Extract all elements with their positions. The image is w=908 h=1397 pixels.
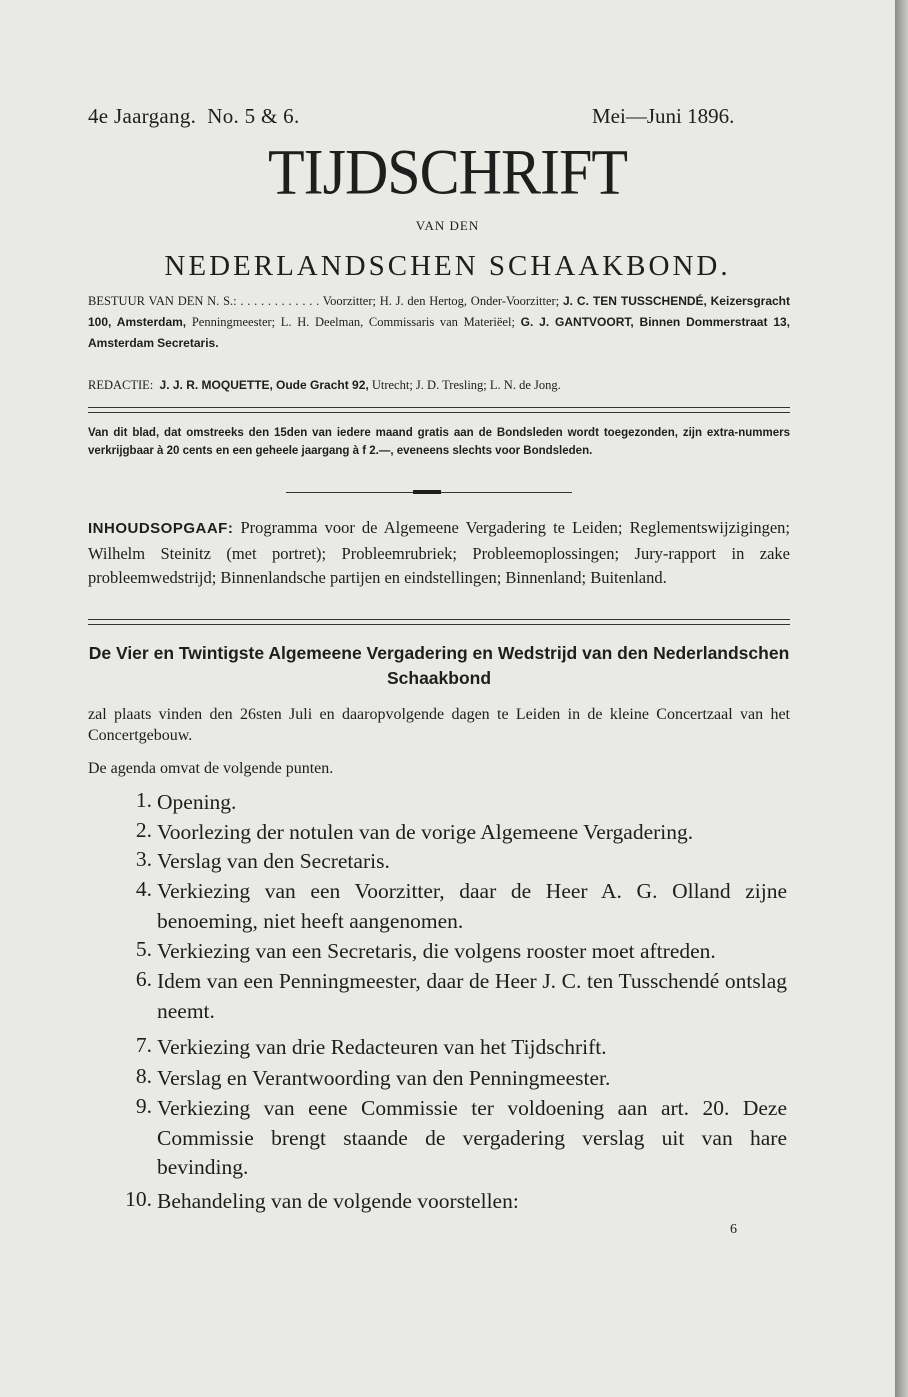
journal-subtitle-van-den: VAN DEN [415,218,480,233]
section-intro: zal plaats vinden den 26sten Juli en daaropvolgende dagen te Leiden in de kleine Concertzaal van het Concertgebouw. [88,706,790,744]
agenda-item-text: Verkiezing van een Voorzitter, daar de Heer A. G. Olland zijne benoeming, niet heeft aangenomen. [157,879,787,933]
agenda-item-number: 7. [135,1033,152,1057]
agenda-item-number: 6. [135,967,152,991]
agenda-item-text: Verslag van den Secretaris. [157,849,390,873]
agenda-intro: De agenda omvat de volgende punten. [88,760,334,777]
agenda-item-text: Idem van een Penningmeester, daar de Heer J. C. ten Tusschendé ontslag neemt. [157,969,787,1023]
board-listing: BESTUUR VAN DEN N. S.: . . . . . . . . . . . . Voorzitter; H. J. den Hertog, Onder-Voorzitter; J. C. TEN TUSSCHENDÉ, Keizersgracht 100, Amsterdam, Penningmeester; L. H. Deelman, Commissaris van Materiëel; G. J. GANTVOORT, Binnen Dommerstraat 13, Amsterdam Secretaris. [88,294,791,350]
subscription-notice: Van dit blad, dat omstreeks den 15den van iedere maand gratis aan de Bondsleden wordt toegezonden, zijn extra-nummers verkrijgbaar à 20 cents en een geheele jaargang à f 2.—, eveneens slechts voor Bondsleden. [88,427,790,457]
editorial-listing: REDACTIE: J. J. R. MOQUETTE, Oude Gracht 92, Utrecht; J. D. Tresling; L. N. de Jong. [88,378,561,392]
agenda-item-number: 1. [135,788,152,812]
agenda-item-number: 5. [135,937,152,961]
agenda-item-number: 9. [135,1094,152,1118]
agenda-item-number: 2. [135,818,152,842]
ornament-bar [413,490,441,494]
journal-subtitle-bond: NEDERLANDSCHEN SCHAAKBOND. [164,250,731,282]
page-number: 6 [730,1222,737,1237]
agenda-item-text: Verkiezing van eene Commissie ter voldoening aan art. 20. Deze Commissie brengt staande de vergadering verslag uit van hare bevinding. [157,1096,787,1179]
agenda-item-text: Behandeling van de volgende voorstellen: [157,1189,519,1213]
agenda-item-text: Verkiezing van een Secretaris, die volgens rooster moet aftreden. [157,939,716,963]
divider [88,619,790,625]
agenda-item-text: Verkiezing van drie Redacteuren van het Tijdschrift. [157,1035,607,1059]
agenda-item-text: Verslag en Verantwoording van den Penningmeester. [157,1066,611,1090]
divider [88,407,790,413]
agenda-item-text: Opening. [157,790,237,814]
agenda-item-text: Voorlezing der notulen van de vorige Algemeene Vergadering. [157,820,694,844]
table-of-contents: INHOUDSOPGAAF: Programma voor de Algemeene Vergadering te Leiden; Reglementswijzigingen; Wilhelm Steinitz (met portret); Probleemrubriek; Probleemoplossingen; Jury-rapport in zake probleemwedstrijd; Binnenlandsche partijen en eindstellingen; Binnenland; Buitenland. [88,518,790,587]
page-edge [895,0,908,1397]
agenda-item-number: 8. [135,1064,152,1088]
volume-number: 4e Jaargang. No. 5 & 6. [88,104,300,128]
agenda-item-number: 3. [135,847,152,871]
agenda-item-number: 4. [135,877,152,901]
agenda-item-number: 10. [125,1187,152,1211]
issue-date: Mei—Juni 1896. [592,104,735,128]
section-heading: De Vier en Twintigste Algemeene Vergadering en Wedstrijd van den Nederlandschen Schaakbond [88,643,790,688]
journal-title: TIJDSCHRIFT [267,136,628,208]
